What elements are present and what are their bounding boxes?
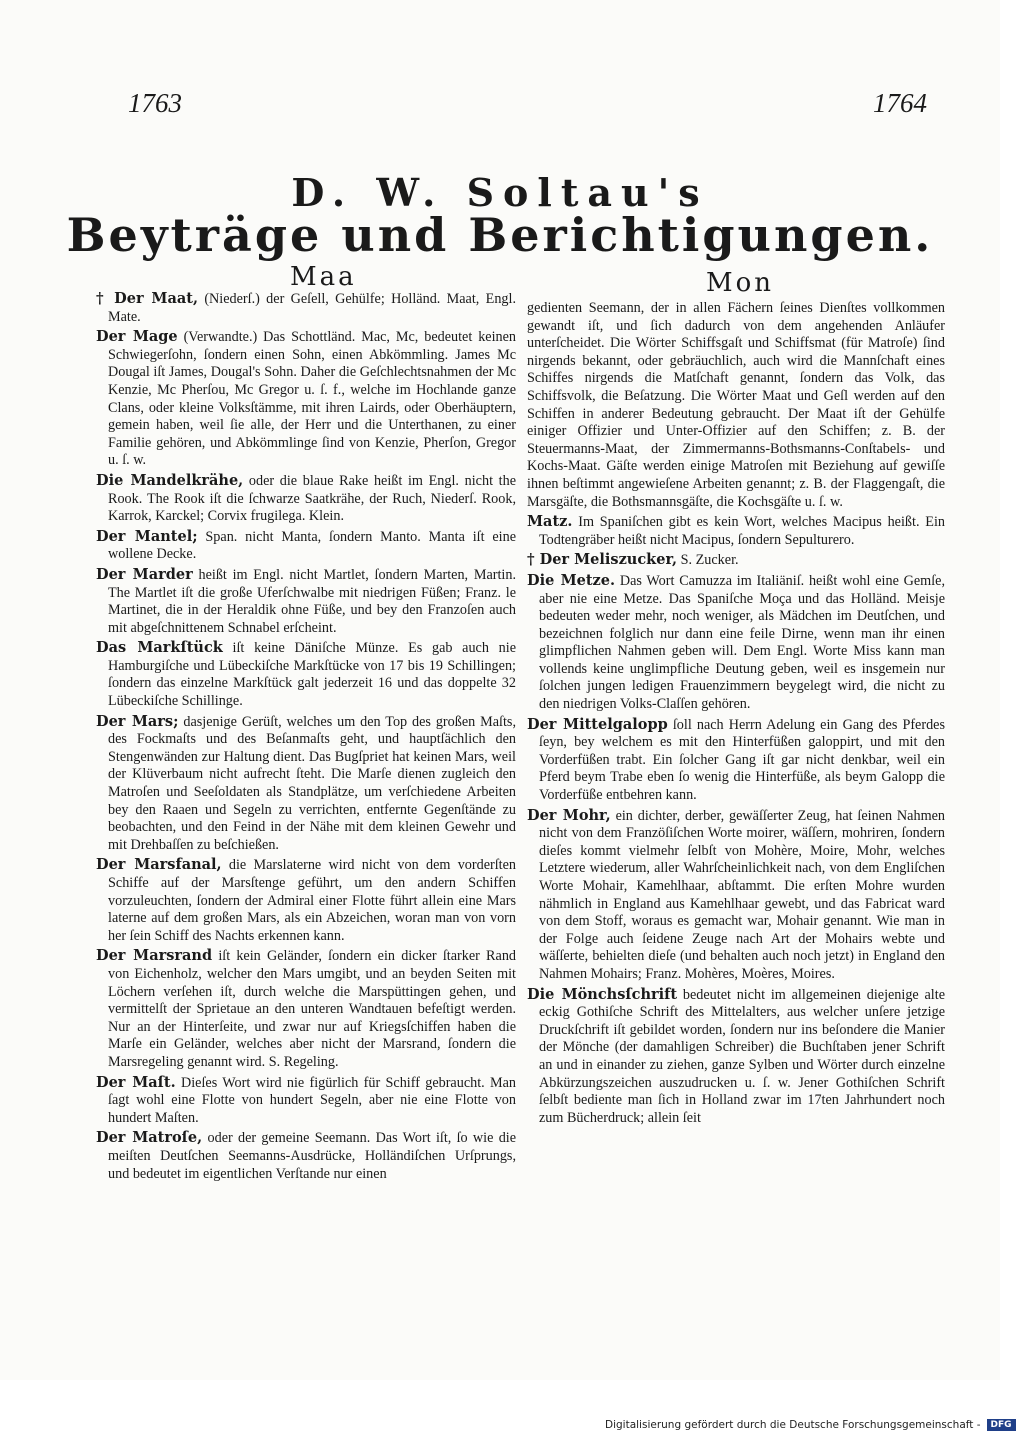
entry-text: bedeutet nicht im allgemeinen diejenige alte eckig Gothiſche Schrift des Mittelalters, aus welcher unſere jetzige Druckſchrift iſt gebildet worden, ſondern nur ins beſondere die Manier der Mönche (der damahligen Schreiber) die Buchſtaben jener Schrift an und in einander zu ziehen, ganze Sylben und Wörter durch einzelne Abkürzungszeichen auszudrucken u. ſ. w. Jener Gothiſchen Schrift ſelbſt bediente man ſich in Holland zwar im 17ten Jahrhundert noch zum Bücherdruck; allein ſeit <box>539 986 945 1126</box>
dictionary-entry <box>96 947 516 1071</box>
entry-text: ſoll nach Herrn Adelung ein Gang des Pferdes ſeyn, bey welchem es mit den Hinterfüßen galoppirt, und mit den Vorderfüßen trabt. Ein ſolcher Gang iſt gar nicht denkbar, weil ein Pferd beym Trabe eben ſo wenig die Hinterfüße, als beym Galopp die Vorderfüße entbehren kann. <box>539 716 945 804</box>
dictionary-entry <box>527 807 945 984</box>
entry-headword: Der Marder <box>96 565 193 583</box>
entry-text: heißt im Engl. nicht Martlet, ſondern Marten, Martin. The Martlet iſt die große Uferſchwalbe mit niedrigen Füßen; Franz. le Martinet, die in der Heraldik ohne Füße, und bey den Franzoſen auch mit abgeſchnittenem Schnabel erſcheint. <box>108 566 516 636</box>
dictionary-entry <box>96 639 516 710</box>
entry-headword: Der Marsfanal, <box>96 856 222 874</box>
entry-text: die Marslaterne wird nicht von dem vorderſten Schiffe auf der Marsſtenge geführt, um den andern Schiffen vorzuleuchten, ſondern der Admiral einer Flotte führt allein eine Mars laterne auf dem großen Mars, als ein Abzeichen, woran man von vorn her ſein Schiff des Nachts erkennen kann. <box>108 857 516 944</box>
dictionary-entry <box>96 1074 516 1128</box>
dictionary-entry <box>96 290 516 326</box>
dictionary-entry <box>527 513 945 549</box>
entry-headword: Die Mandelkrähe, <box>96 471 244 489</box>
entry-text: Span. nicht Manta, ſondern Manto. Manta iſt eine wollene Decke. <box>108 528 516 563</box>
entry-headword: Der Marsrand <box>96 947 213 965</box>
entry-text: iſt kein Geländer, ſondern ein dicker ſtarker Rand von Eichenholz, welcher den Mars umgibt, und an beyden Seiten mit Löchern verſehen iſt, durch welche die Marspüttingen gehen, und vermittelſt der Sprietaue an den unteren Wandtauen befeſtigt werden. Nur an der Hinterſeite, und zwar nur auf Kriegsſchiffen haben die Marſe ein Geländer, welches aber nicht der Marsrand, ſondern die Marsregeling genannt wird. S. Regeling. <box>108 948 517 1070</box>
entry-text: dasjenige Gerüſt, welches um den Top des großen Maſts, des Fockmaſts und des Beſanmaſts geht, und hauptſächlich den Stengenwänden zur Haltung dient. Das Bugſpriet hat keinen Mars, weil der Klüverbaum nicht aufrecht ſteht. Die Marſe dienen zugleich den Matroſen und Seeſoldaten als Standplätze, um verſchiedene Arbeiten bey den Raaen und Segeln zu verrichten, entfernte Gegenſtände zu beobachten, und den Feind in der Nähe mit dem kleinen Gewehr und mit Drehbaſſen zu beſchießen. <box>108 713 517 853</box>
entry-headword: Die Mönchsſchrift <box>527 985 678 1003</box>
entry-text: S. Zucker. <box>680 552 739 569</box>
author-title: D. W. Soltau's <box>291 170 709 215</box>
entry-headword: Der Mage <box>96 328 178 346</box>
dictionary-entry <box>527 716 945 805</box>
entry-headword: Der Matroſe, <box>96 1129 203 1147</box>
entry-text: ein dichter, derber, gewäſſerter Zeug, hat ſeinen Nahmen nicht von dem Franzöſiſchen Worte moirer, wäſſern, mohriren, ſondern dieſes kommt vielmehr ſelbſt von Mohère, Moire, Mohr, welches Letztere wiederum, aller Wahrſcheinlichkeit nach, von dem Engliſchen Worte Mohair, Kamehlhaar, abſtammt. Die erſten Mohre wurden nähmlich in England aus Kamehlhaar gewebt, und das Fabricat ward von dem Stoff, woraus es gemacht war, Mohair genannt. Wie man in der Folge auch ſeidene Zeuge nach Art der Mohairs webte und wäſſerte, behielten dieſe (und behalten auch noch jetzt) in England den Nahmen Mohairs; Franz. Mohères, Moères, Moires. <box>539 807 945 982</box>
entry-headword: Die Metze. <box>527 571 616 589</box>
footer-credit <box>605 1418 1012 1432</box>
running-head-left: Maa <box>290 262 357 292</box>
page-number-right: 1764 <box>873 88 927 118</box>
entry-text: Dieſes Wort wird nie figürlich für Schiff gebraucht. Man ſagt wohl eine Flotte von hundert Segeln, aber nie eine Flotte von hundert Maſten. <box>108 1074 517 1126</box>
dictionary-entry <box>527 300 945 511</box>
entry-headword: Matz. <box>527 513 573 531</box>
entry-headword: † Der Meliszucker, <box>527 551 678 569</box>
dictionary-entry <box>96 1129 516 1183</box>
footer-text: Digitalisierung gefördert durch die Deutsche Forschungsgemeinschaft - <box>605 1419 981 1431</box>
left-column <box>96 290 516 1185</box>
entry-text: iſt keine Däniſche Münze. Es gab auch nie Hamburgiſche und Lübeckiſche Markſtücke von 17 bis 19 Schillingen; ſondern das einzelne Markſtück galt jederzeit 16 und das doppelte 32 Lübeckiſche Schillinge. <box>108 640 516 710</box>
work-title: Beyträge und Berichtigungen. <box>66 208 934 262</box>
dictionary-entry <box>527 986 945 1128</box>
entry-headword: Der Mohr, <box>527 806 611 824</box>
entry-text: (Niederſ.) der Geſell, Gehülfe; Holländ. Maat, Engl. Mate. <box>108 291 516 325</box>
dictionary-entry <box>527 572 945 714</box>
entry-headword: Das Markſtück <box>96 639 223 657</box>
dictionary-entry <box>96 856 516 945</box>
dictionary-entry <box>96 528 516 564</box>
entry-text: oder die blaue Rake heißt im Engl. nicht the Rook. The Rook iſt die ſchwarze Saatkrähe, der Ruch, Niederſ. Rook, Karrok, Karckel; Corvix frugilega. Klein. <box>108 472 516 525</box>
entry-headword: Der Mantel; <box>96 527 198 545</box>
entry-text: (Verwandte.) Das Schottländ. Mac, Mc, bedeutet keinen Schwiegerſohn, ſondern einen Sohn, einen Abkömmling. James Mc Dougal iſt James, Dougal's Sohn. Daher die Geſchlechtsnahmen der Mc Kenzie, Mc Pherſou, Mc Gregor u. ſ. f., welche im Hochlande ganze Clans, oder kleine Volksſtämme, mit ihren Lairds, oder Oberhäuptern, gemein haben, weil ſie alle, der Herr und die Unterthanen, zu einer Familie gehören, und Abkömmlinge ſind von Kenzie, Pherſon, Gregor u. ſ. w. <box>108 329 517 469</box>
entry-headword: Der Maſt. <box>96 1073 176 1091</box>
entry-headword: † Der Maat, <box>96 290 199 307</box>
dictionary-entry <box>96 713 516 855</box>
dfg-logo: DFG <box>987 1419 1016 1431</box>
dictionary-entry <box>96 472 516 526</box>
entry-text: gedienten Seemann, der in allen Fächern ſeines Dienſtes vollkommen gewandt iſt, und ſich dadurch von dem angehenden Anläufer unterſcheidet. Die Wörter Schiffsgaſt und Schiffsmat (für Matroſe) ſind nirgends bekannt, oder gebräuchlich, auch wird die Mannſchaft eines Schiffes nirgends die Matſchaft genannt, ſondern das Volk, das Schiffsvolk, die Beſatzung. Die Wörter Maat und Geſl werden auf den Schiffen in anderer Bedeutung gebraucht. Der Maat iſt der Gehülfe einiger Offizier und Unter-Offizier auf den Schiffen; z. B. der Steuermanns-Maat, der Zimmermanns-Bothsmanns-Conſtabels- und Kochs-Maat. Gäſte werden einige Matroſen mit Beziehung auf gewiſſe ihnen beſtimmt angewieſene Arbeiten genannt; z. B. der Flaggengaſt, die Marsgäſte, die Bothsmannsgäſte, die Kochsgäſte u. ſ. w. <box>527 300 945 510</box>
dictionary-entry <box>96 328 516 470</box>
dictionary-entry <box>96 566 516 637</box>
running-head-right: Mon <box>706 268 775 298</box>
entry-text: oder der gemeine Seemann. Das Wort iſt, ſo wie die meiſten Deutſchen Seemanns-Ausdrücke, Holländiſchen Urſprungs, und bedeutet im eigentlichen Verſtande nur einen <box>108 1130 517 1182</box>
entry-headword: Der Mars; <box>96 712 179 730</box>
entry-headword: Der Mittelgalopp <box>527 715 668 733</box>
page-number-left: 1763 <box>128 88 182 118</box>
dictionary-entry <box>527 551 945 570</box>
entry-text: Im Spaniſchen gibt es kein Wort, welches Macipus heißt. Ein Todtengräber heißt nicht Macipus, ſondern Sepulturero. <box>539 514 945 548</box>
entry-text: Das Wort Camuzza im Italiäniſ. heißt wohl eine Gemſe, aber nie eine Metze. Das Spaniſche Moça und das Holländ. Meisje bedeuten weder mehr, noch weniger, als Mädchen im Deutſchen, und bezeichnen folglich nur dann eine feile Dirne, wenn man ihr einen glimpflichen Nahmen geben will. Dem Engl. Worte Miss kann man vollends keine unglimpfliche Deutung geben, weil es insgemein nur ſolchen jungen ledigen Frauenzimmern beygelegt wird, die nicht zu den niedrigen Volks-Claſſen gehören. <box>539 572 946 713</box>
right-column <box>527 300 945 1129</box>
